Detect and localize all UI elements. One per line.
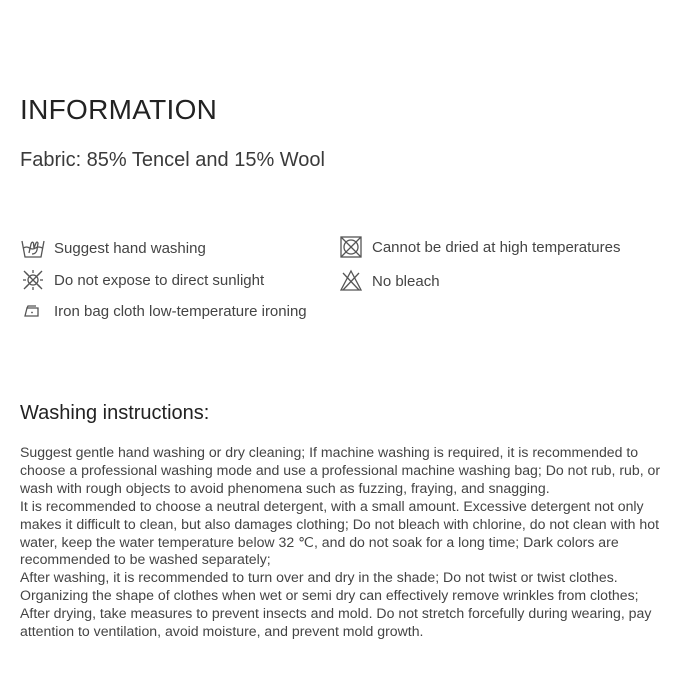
care-label: Do not expose to direct sunlight (54, 271, 265, 289)
no-bleach-icon (338, 268, 364, 294)
fabric-composition: Fabric: 85% Tencel and 15% Wool (20, 149, 325, 171)
care-item-no-tumble-dry (338, 234, 621, 260)
care-label: No bleach (372, 272, 440, 290)
instruction-paragraph: Suggest gentle hand washing or dry cleaning; If machine washing is required, it is recommended to choose a professional washing mode and use a professional machine washing bag; Do not rub, rub, or wash with rough objects to avoid phenomena such as fuzzing, fraying, and snagging. (20, 444, 661, 496)
care-item-low-iron (20, 298, 307, 324)
care-item-no-sunlight (20, 267, 264, 293)
instruction-paragraph: After drying, take measures to prevent insects and mold. Do not stretch forcefully during wearing, pay attention to ventilation, avoid moisture, and prevent mold growth. (20, 605, 652, 640)
instruction-paragraph: After washing, it is recommended to turn over and dry in the shade; Do not twist or twist clothes. Organizing the shape of clothes when wet or semi dry can effectively remove wrinkles from clothes; (20, 569, 639, 604)
low-iron-icon (20, 298, 46, 324)
no-tumble-dry-icon (338, 234, 364, 260)
care-label: Suggest hand washing (54, 239, 206, 257)
washing-instructions-title: Washing instructions: (20, 402, 210, 424)
care-item-hand-wash (20, 235, 206, 261)
washing-instructions-body (20, 444, 670, 641)
no-sunlight-icon (20, 267, 46, 293)
care-label: Cannot be dried at high temperatures (372, 238, 621, 256)
care-label: Iron bag cloth low-temperature ironing (54, 302, 307, 320)
instruction-paragraph: It is recommended to choose a neutral detergent, with a small amount. Excessive detergent not only makes it difficult to clean, but also damages clothing; Do not bleach with chlorine, do not clean with hot water, keep the water temperature below 32 ℃, and do not soak for a long time; Dark colors are recommended to be washed separately; (20, 497, 660, 568)
care-item-no-bleach (338, 268, 440, 294)
hand-wash-icon (20, 235, 46, 261)
page-title: INFORMATION (20, 94, 218, 125)
